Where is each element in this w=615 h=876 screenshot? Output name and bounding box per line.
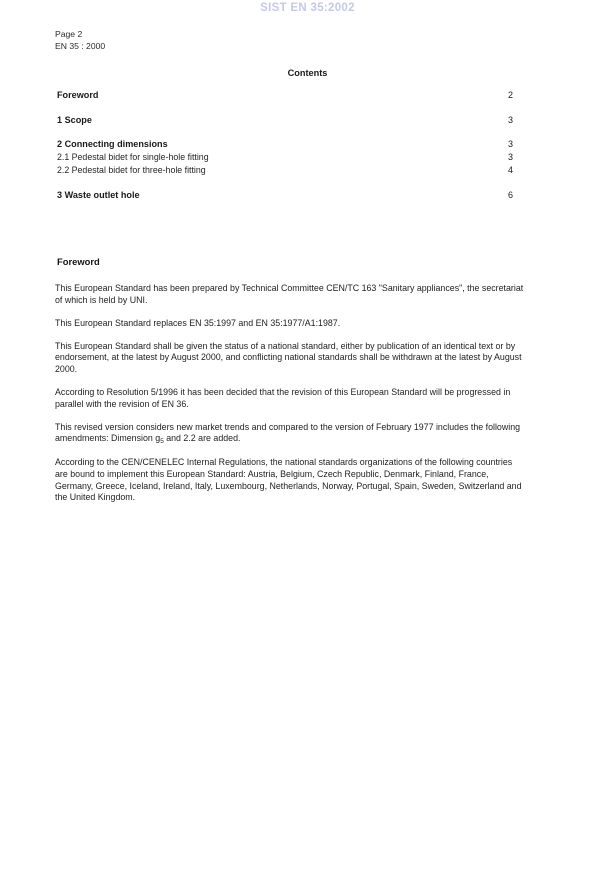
- toc-entry-page: 6: [507, 190, 513, 200]
- toc-entry-foreword: [57, 90, 513, 103]
- contents-heading: Contents: [287, 68, 328, 78]
- toc-entry-label: 3 Waste outlet hole: [57, 190, 140, 200]
- foreword-body: [55, 283, 525, 504]
- toc-spacer: [57, 128, 513, 139]
- toc-entry-label: 2 Connecting dimensions: [57, 139, 168, 149]
- toc-entry-label: 2.2 Pedestal bidet for three-hole fitting: [57, 165, 206, 175]
- foreword-paragraph-5-text-after: and 2.2 are added.: [163, 433, 241, 444]
- dimension-subscript: 5: [160, 438, 164, 446]
- toc-entry-page: 3: [507, 152, 513, 162]
- toc-entry-page: 2: [507, 90, 513, 100]
- toc-entry-label: 2.1 Pedestal bidet for single-hole fitting: [57, 152, 209, 162]
- foreword-paragraph-5-text-before: This revised version considers new market trends and compared to the version of February 1977 includes the following amendments: Dimension g: [55, 421, 521, 444]
- toc-entry-label: Foreword: [57, 90, 99, 100]
- toc-entry-page: 3: [507, 115, 513, 125]
- toc-spacer: [57, 103, 513, 115]
- foreword-paragraph-3: This European Standard shall be given the status of a national standard, either by publication of an identical text or by endorsement, at the latest by August 2000, and conflicting national standards shall be withdrawn at the latest by August 2000.: [55, 340, 522, 374]
- watermark-sist-en: SIST EN 35:2002: [260, 2, 355, 14]
- foreword-paragraph-2: This European Standard replaces EN 35:1997 and EN 35:1977/A1:1987.: [55, 317, 341, 328]
- foreword-paragraph-5: [55, 422, 525, 446]
- toc-entry-waste-outlet-hole: [57, 190, 513, 203]
- foreword-paragraph-1: This European Standard has been prepared by Technical Committee CEN/TC 163 "Sanitary appliances", the secretariat of which is held by UNI.: [55, 283, 524, 305]
- toc-entry-label: 1 Scope: [57, 115, 92, 125]
- toc-entry-scope: [57, 115, 513, 128]
- toc-entry-three-hole-fitting: [57, 165, 513, 178]
- page-header-line-2: EN 35 : 2000: [55, 40, 106, 51]
- table-of-contents: [57, 90, 513, 203]
- foreword-heading: Foreword: [57, 256, 100, 267]
- foreword-paragraph-6: According to the CEN/CENELEC Internal Regulations, the national standards organizations of the following countries are bound to implement this European Standard: Austria, Belgium, Czech Republic, Denmark, Finland, France, Germany, Greece, Iceland, Ireland, Italy, Luxembourg, Netherlands, Norway, Portugal, Spain, Sweden, Switzerland and the United Kingdom.: [55, 457, 522, 503]
- toc-entry-page: 3: [507, 139, 513, 149]
- toc-entry-single-hole-fitting: [57, 152, 513, 165]
- page-header-line-1: Page 2: [55, 29, 83, 39]
- toc-spacer: [57, 178, 513, 190]
- toc-entry-connecting-dimensions: [57, 139, 513, 152]
- toc-entry-page: 4: [507, 165, 513, 175]
- foreword-paragraph-4: According to Resolution 5/1996 it has been decided that the revision of this European Standard will be progressed in parallel with the revision of EN 36.: [55, 387, 511, 409]
- page-header: [55, 29, 105, 52]
